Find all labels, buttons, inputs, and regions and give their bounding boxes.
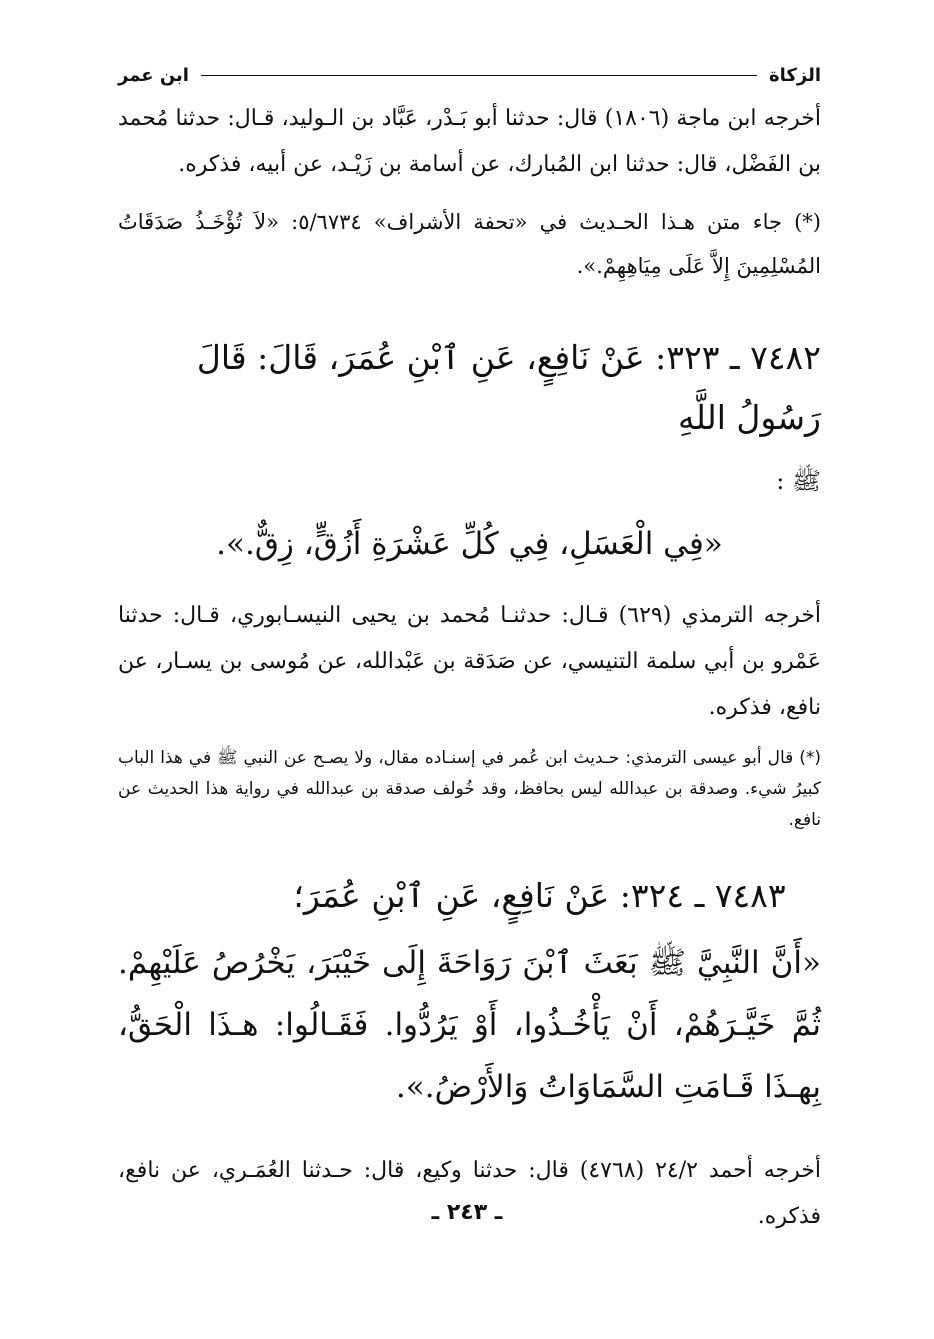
footnote-2: (*) قال أبو عيسى الترمذي: حـديث ابن عُمر في إسنـاده مقال، ولا يصـح عن النبي ﷺ في هذا الباب كبيرُ شيء. وصدقة بن عبدالله ليس بحافظ، وقد خُولف صدقة بن عبدالله في رواية هذا الحديث عن نافع.	[118, 748, 821, 830]
source-paragraph-2: أخرجه الترمذي (٦٢٩) قـال: حدثنـا مُحمد بن يحيى النيسـابوري، قـال: حدثنا عَمْرو بن أبي سلمة التنيسي، عن صَدَقة بن عَبْدالله، عن مُوسى بن يسـار، عن نافع، فذكره.	[118, 603, 821, 720]
hadith-323-salla: ﷺ :	[776, 467, 821, 495]
running-header	[118, 60, 821, 90]
source-paragraph-1: أخرجه ابن ماجة (١٨٠٦) قال: حدثنا أبو بَـدْر، عَبَّاد بن الـوليد، قـال: حدثنا مُحمد بن الفَضْل، قال: حدثنا ابن المُبارك، عن أسامة بن زَيْـد، عن أبيه، فذكره.	[118, 106, 822, 177]
page-number: ـ ٢٤٣ ـ	[431, 1200, 503, 1225]
page-body	[118, 60, 821, 1240]
source-paragraph-3: أخرجه أحمد ٢٤/٢ (٤٧٦٨) قال: حدثنا وكيع، قال: حـدثنا العُمَـري، عن نافع، فذكره.	[118, 1158, 821, 1229]
header-section-title: ابن عمر	[118, 64, 189, 86]
header-chapter-title: الزكاة	[769, 64, 821, 86]
hadith-323-heading	[118, 328, 821, 511]
hadith-324-heading: ٧٤٨٣ ـ ٣٢٤: عَنْ نَافِعٍ، عَنِ ٱبْنِ عُمَرَ؛	[293, 876, 786, 915]
footnote-1: (*) جاء متن هـذا الحـديث في «تحفة الأشراف» ٥/٦٧٣٤: «لاَ تُؤْخَـذُ صَدَقَاتُ المُسْلِمِينَ إِلاَّ عَلَى مِيَاهِهِمْ.».	[118, 210, 821, 278]
header-rule	[201, 75, 757, 76]
hadith-323-matn: «فِي الْعَسَلِ، فِي كُلِّ عَشْرَةِ أَزُقٍّ، زِقٌّ.».	[216, 526, 723, 562]
hadith-323-heading-text: ٧٤٨٢ ـ ٣٢٣: عَنْ نَافِعٍ، عَنِ ٱبْنِ عُمَرَ، قَالَ: قَالَ رَسُولُ اللَّهِ	[196, 338, 821, 437]
hadith-324-matn: «أَنَّ النَّبِيَّ ﷺ بَعَثَ ٱبْنَ رَوَاحَةَ إِلَى خَيْبَرَ، يَخْرُصُ عَلَيْهِمْ. ثُمَّ خَيَّـرَهُمْ، أَنْ يَأْخُـذُوا، أَوْ يَرُدُّوا. فَقَـالُوا: هـذَا الْحَقُّ، بِهـذَا قَـامَتِ السَّمَاوَاتُ وَالأَرْضُ.».	[118, 945, 821, 1105]
